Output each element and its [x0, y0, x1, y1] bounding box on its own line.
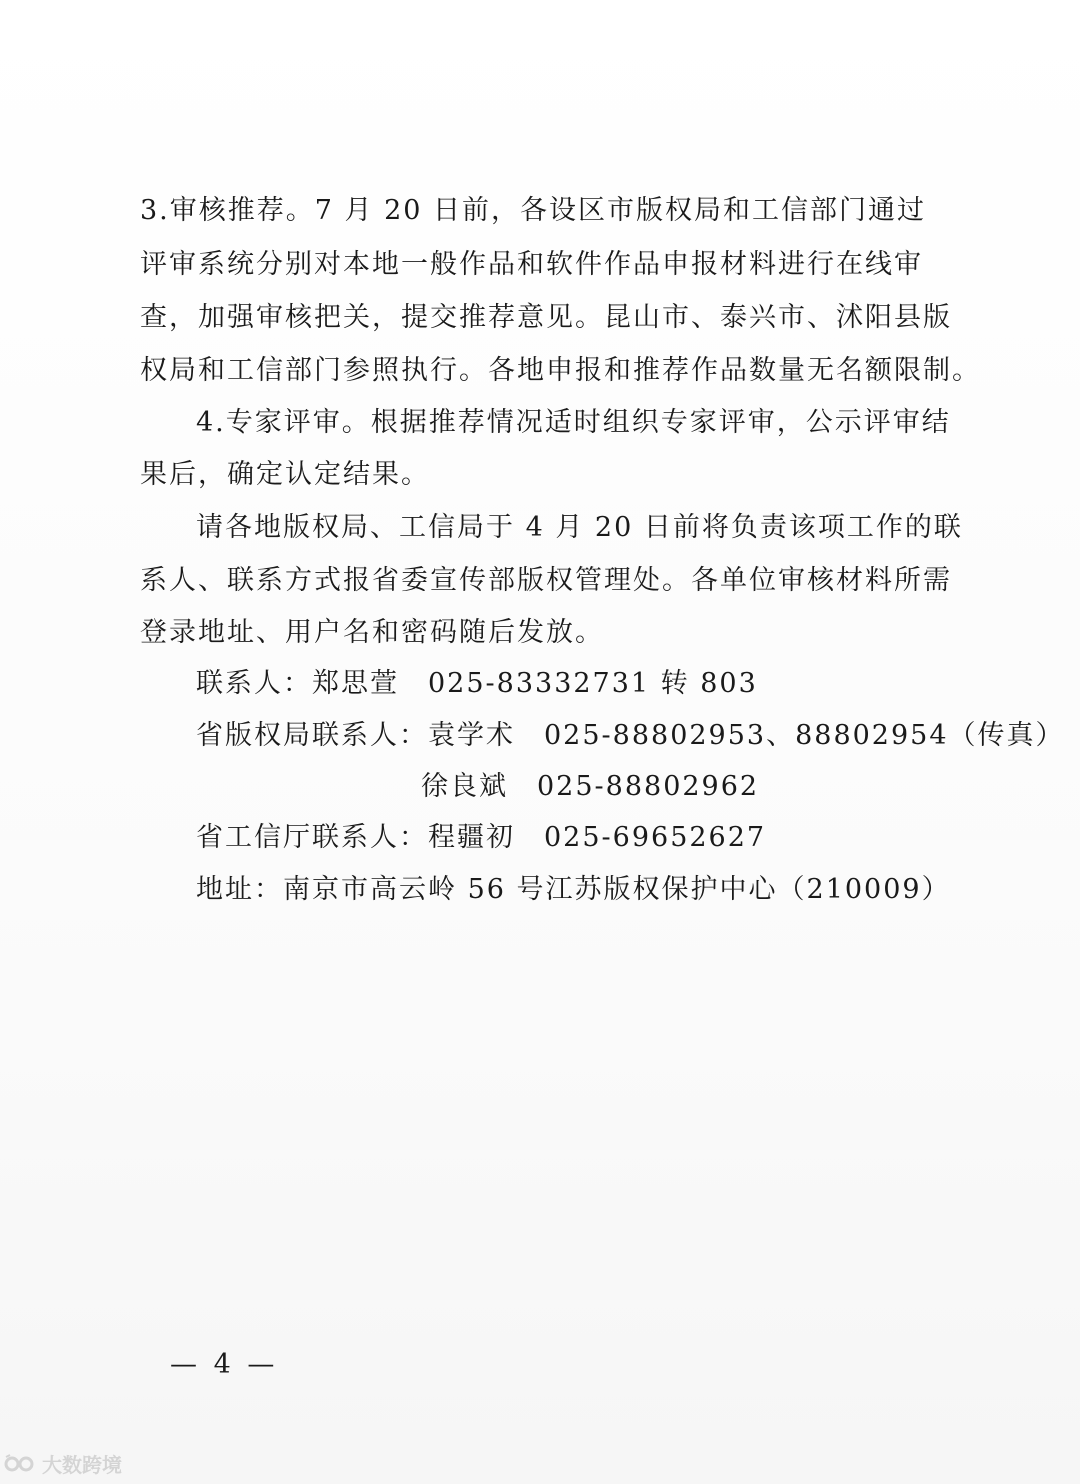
copyright-bureau-contact: 省版权局联系人：袁学术 025-88802953、88802954（传真） — [196, 720, 1065, 751]
paragraph-5-line-2: 系人、联系方式报省委宣传部版权管理处。各单位审核材料所需 — [140, 565, 952, 596]
watermark — [4, 1449, 122, 1478]
paragraph-3-line-2: 评审系统分别对本地一般作品和软件作品申报材料进行在线审 — [140, 249, 923, 280]
address: 地址：南京市高云岭 56 号江苏版权保护中心（210009） — [196, 874, 951, 905]
copyright-bureau-contact-2: 徐良斌 025-88802962 — [421, 771, 760, 802]
logo-icon — [4, 1453, 38, 1475]
paragraph-4-line-2: 果后，确定认定结果。 — [140, 459, 430, 490]
paragraph-3-line-1: 3.审核推荐。7 月 20 日前，各设区市版权局和工信部门通过 — [140, 195, 927, 226]
paragraph-3-line-4: 权局和工信部门参照执行。各地申报和推荐作品数量无名额限制。 — [140, 355, 981, 386]
page-number: — 4 — — [170, 1349, 279, 1380]
watermark-text: 大数跨境 — [42, 1453, 122, 1477]
contact-person: 联系人：郑思萱 025-83332731 转 803 — [196, 668, 758, 699]
paragraph-3-line-3: 查，加强审核把关，提交推荐意见。昆山市、泰兴市、沭阳县版 — [140, 302, 952, 333]
industry-dept-contact: 省工信厅联系人：程疆初 025-69652627 — [196, 822, 767, 853]
paragraph-5-line-1: 请各地版权局、工信局于 4 月 20 日前将负责该项工作的联 — [196, 512, 963, 543]
paragraph-5-line-3: 登录地址、用户名和密码随后发放。 — [140, 617, 604, 648]
paragraph-4-line-1: 4.专家评审。根据推荐情况适时组织专家评审，公示评审结 — [196, 407, 951, 438]
